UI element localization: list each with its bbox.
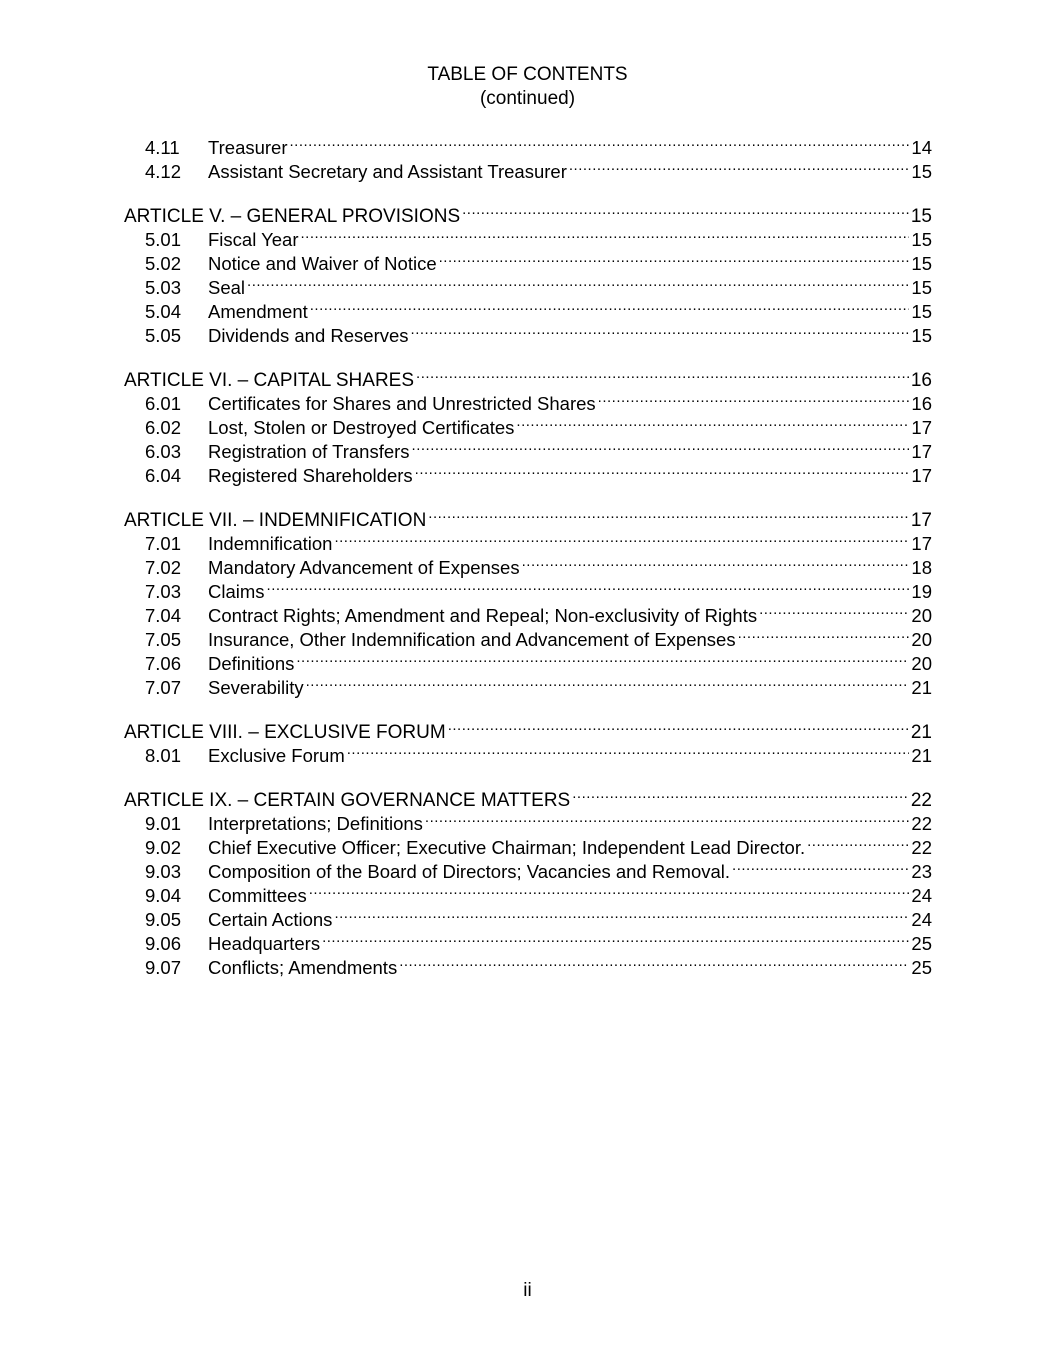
toc-section-entry[interactable] [124,830,932,858]
toc-section-entry[interactable] [124,950,932,978]
toc-entry-page: 16 [911,393,932,414]
toc-dot-leader [448,714,909,738]
toc-section-entry[interactable] [124,622,932,650]
toc-dot-leader [334,526,909,550]
toc-entry-title: Contract Rights; Amendment and Repeal; Non-exclusivity of Rights [208,605,758,626]
toc-entry-number: 7.01 [145,533,182,554]
toc-entry-title: Exclusive Forum [208,745,345,766]
toc-dot-leader [347,738,910,762]
toc-article-entry[interactable] [124,714,932,743]
toc-entry-title: Assistant Secretary and Assistant Treasurer [208,161,567,182]
table-of-contents [124,130,932,978]
toc-entry-title: Interpretations; Definitions [208,813,423,834]
toc-entry-number: 9.03 [145,861,182,882]
toc-entry-title: Claims [208,581,265,602]
toc-dot-leader [522,550,910,574]
toc-entry-page: 17 [911,465,932,486]
toc-dot-leader [267,574,910,598]
toc-dot-leader [428,502,909,526]
toc-entry-title: Registered Shareholders [208,465,413,486]
toc-entry-page: 17 [911,417,932,438]
toc-entry-page: 17 [911,533,932,554]
toc-entry-title: Insurance, Other Indemnification and Advancement of Expenses [208,629,736,650]
toc-entry-number: 6.03 [145,441,182,462]
toc-entry-page: 22 [910,790,932,811]
toc-entry-title: Registration of Transfers [208,441,410,462]
toc-entry-title: Severability [208,677,304,698]
toc-entry-title: Amendment [208,301,308,322]
toc-article-entry[interactable] [124,198,932,227]
toc-entry-number: 6.04 [145,465,182,486]
toc-entry-number: 7.02 [145,557,182,578]
toc-dot-leader [399,950,909,974]
page-subtitle: (continued) [479,88,576,109]
footer-page-number: ii [523,1280,532,1301]
toc-entry-title: Committees [208,885,307,906]
toc-entry-page: 21 [911,745,932,766]
toc-dot-leader [247,270,909,294]
toc-entry-number: 8.01 [145,745,182,766]
toc-dot-leader [301,222,910,246]
toc-section-entry[interactable] [124,130,932,158]
toc-entry-title: Chief Executive Officer; Executive Chairman; Independent Lead Director. [208,837,806,858]
toc-entry-page: 25 [911,933,932,954]
toc-entry-number: 9.01 [145,813,182,834]
toc-dot-leader [572,782,909,806]
toc-entry-number: 5.01 [145,229,182,250]
toc-dot-leader [439,246,910,270]
toc-entry-title: Conflicts; Amendments [208,957,398,978]
toc-section-entry[interactable] [124,458,932,486]
toc-entry-number: 5.05 [145,325,182,346]
toc-entry-page: 15 [911,161,932,182]
toc-entry-title: Fiscal Year [208,229,299,250]
toc-entry-number: 5.02 [145,253,182,274]
toc-dot-leader [598,386,910,410]
toc-entry-number: 5.04 [145,301,182,322]
toc-section-entry[interactable] [124,270,932,298]
toc-dot-leader [807,830,909,854]
toc-entry-number: 9.06 [145,933,182,954]
toc-entry-page: 17 [910,510,932,531]
toc-dot-leader [516,410,909,434]
toc-entry-page: 15 [911,301,932,322]
toc-entry-number: 7.04 [145,605,182,626]
toc-dot-leader [290,130,910,154]
toc-section-entry[interactable] [124,410,932,438]
toc-entry-title: ARTICLE VI. – CAPITAL SHARES [124,370,415,391]
toc-section-entry[interactable] [124,738,932,766]
toc-entry-page: 21 [910,722,932,743]
toc-entry-number: 5.03 [145,277,182,298]
toc-entry-title: Treasurer [208,137,288,158]
toc-entry-page: 22 [911,837,932,858]
toc-dot-leader [306,670,910,694]
toc-entry-title: Certain Actions [208,909,333,930]
toc-entry-title: Certificates for Shares and Unrestricted Shares [208,393,596,414]
toc-entry-page: 16 [910,370,932,391]
toc-entry-title: ARTICLE IX. – CERTAIN GOVERNANCE MATTERS [124,790,571,811]
toc-dot-leader [732,854,909,878]
toc-section-entry[interactable] [124,670,932,698]
toc-entry-title: Composition of the Board of Directors; Vacancies and Removal. [208,861,731,882]
toc-dot-leader [322,926,909,950]
toc-entry-page: 20 [911,629,932,650]
toc-dot-leader [296,646,909,670]
toc-entry-number: 7.07 [145,677,182,698]
toc-entry-page: 17 [911,441,932,462]
toc-entry-number: 6.02 [145,417,182,438]
toc-entry-title: Dividends and Reserves [208,325,409,346]
toc-entry-page: 20 [911,653,932,674]
toc-dot-leader [425,806,910,830]
toc-entry-page: 15 [910,206,932,227]
toc-entry-number: 7.06 [145,653,182,674]
toc-entry-title: Lost, Stolen or Destroyed Certificates [208,417,515,438]
toc-entry-title: Notice and Waiver of Notice [208,253,437,274]
toc-entry-page: 25 [911,957,932,978]
toc-section-entry[interactable] [124,318,932,346]
toc-entry-number: 9.04 [145,885,182,906]
toc-dot-leader [569,154,910,178]
toc-entry-page: 14 [911,137,932,158]
toc-entry-number: 7.05 [145,629,182,650]
toc-section-entry[interactable] [124,386,932,414]
toc-entry-number: 9.02 [145,837,182,858]
toc-section-entry[interactable] [124,902,932,930]
toc-article-entry[interactable] [124,502,932,531]
toc-section-entry[interactable] [124,854,932,882]
toc-entry-title: Seal [208,277,246,298]
toc-dot-leader [334,902,909,926]
toc-entry-number: 9.07 [145,957,182,978]
toc-section-entry[interactable] [124,926,932,954]
toc-entry-number: 4.11 [145,137,180,158]
toc-dot-leader [310,294,910,318]
toc-section-entry[interactable] [124,526,932,554]
toc-entry-title: ARTICLE VII. – INDEMNIFICATION [124,510,427,531]
toc-dot-leader [411,318,910,342]
toc-dot-leader [412,434,910,458]
toc-entry-page: 24 [911,909,932,930]
toc-entry-page: 22 [911,813,932,834]
toc-entry-page: 15 [911,325,932,346]
toc-entry-title: Definitions [208,653,295,674]
toc-entry-page: 21 [911,677,932,698]
toc-entry-title: Headquarters [208,933,321,954]
toc-entry-page: 24 [911,885,932,906]
toc-entry-page: 20 [911,605,932,626]
toc-section-entry[interactable] [124,646,932,674]
toc-dot-leader [309,878,910,902]
toc-entry-title: Mandatory Advancement of Expenses [208,557,520,578]
toc-section-entry[interactable] [124,878,932,906]
toc-entry-page: 19 [911,581,932,602]
toc-section-entry[interactable] [124,434,932,462]
toc-dot-leader [416,362,909,386]
toc-article-entry[interactable] [124,362,932,391]
toc-section-entry[interactable] [124,598,932,626]
toc-dot-leader [462,198,909,222]
toc-entry-page: 15 [911,253,932,274]
toc-section-entry[interactable] [124,806,932,834]
toc-entry-title: Indemnification [208,533,333,554]
toc-entry-number: 7.03 [145,581,182,602]
toc-entry-number: 6.01 [145,393,182,414]
toc-dot-leader [415,458,910,482]
toc-entry-page: 15 [911,277,932,298]
toc-dot-leader [738,622,910,646]
toc-section-entry[interactable] [124,246,932,274]
toc-section-entry[interactable] [124,294,932,322]
toc-entry-page: 23 [911,861,932,882]
toc-entry-page: 18 [911,557,932,578]
toc-section-entry[interactable] [124,550,932,578]
page-title: TABLE OF CONTENTS [427,64,628,85]
toc-entry-number: 9.05 [145,909,182,930]
toc-entry-title: ARTICLE V. – GENERAL PROVISIONS [124,206,461,227]
toc-dot-leader [759,598,909,622]
toc-section-entry[interactable] [124,574,932,602]
toc-entry-title: ARTICLE VIII. – EXCLUSIVE FORUM [124,722,446,743]
toc-section-entry[interactable] [124,154,932,182]
toc-article-entry[interactable] [124,782,932,811]
toc-section-entry[interactable] [124,222,932,250]
toc-entry-number: 4.12 [145,161,182,182]
toc-entry-page: 15 [911,229,932,250]
